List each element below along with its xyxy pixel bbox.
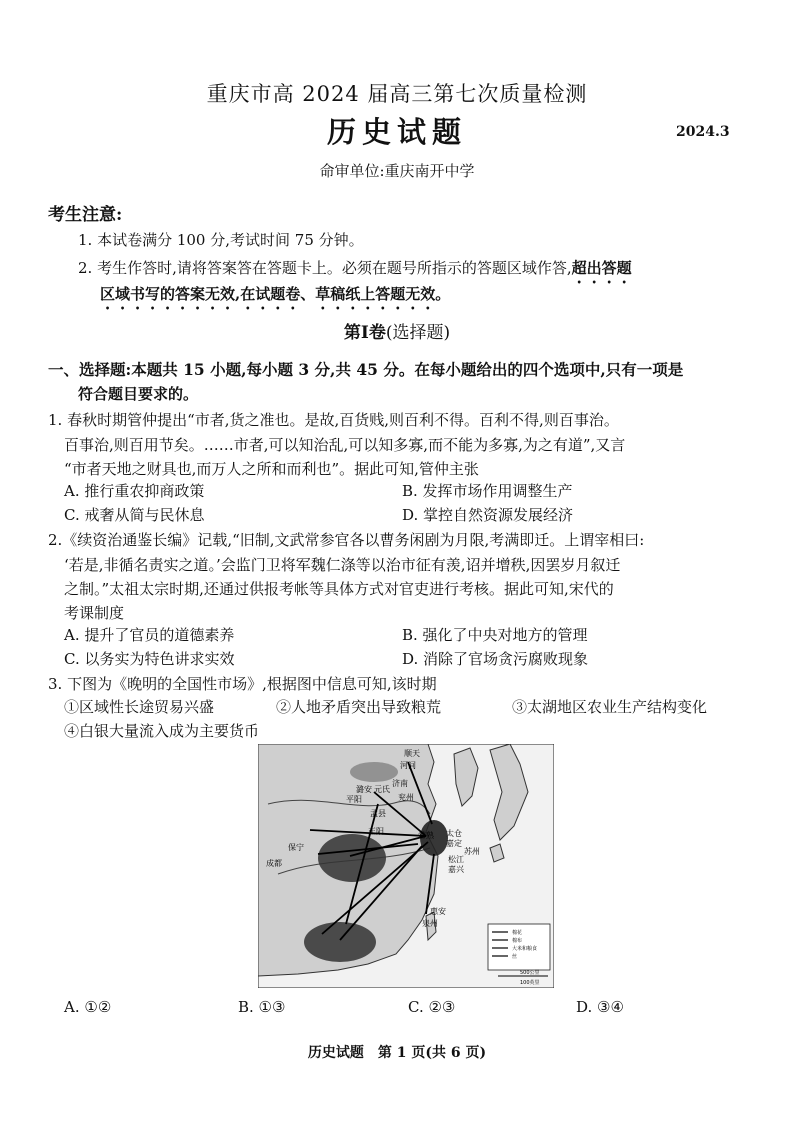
- part1-instruction: 一、选择题:本题共 15 小题,每小题 3 分,共 45 分。在每小题给出的四个选项中,只有一项是: [48, 360, 684, 379]
- scale-km: 500公里: [520, 970, 540, 976]
- notice-item-2-continued: 区域书写的答案无效,在试题卷、草稿纸上答题无效。: [100, 285, 451, 303]
- map-label: 常熟: [418, 831, 434, 840]
- map-label: 正阳: [368, 827, 384, 836]
- section-title: [0, 318, 794, 343]
- exam-title: 重庆市高 2024 届高三第七次质量检测: [206, 82, 588, 106]
- q3-option-c[interactable]: C. ②③: [408, 998, 456, 1016]
- page-footer: 历史试题 第 1 页(共 6 页): [307, 1045, 487, 1061]
- notice-item-1: 1. 本试卷满分 100 分,考试时间 75 分钟。: [78, 231, 364, 249]
- map-label: 平阳: [346, 795, 362, 804]
- q2-stem-line: 2.《续资治通鉴长编》记载,“旧制,文武常参官各以曹务闲剧为月限,考满即迁。上谓宰相曰:: [48, 531, 645, 549]
- q3-stem: 3. 下图为《晚明的全国性市场》,根据图中信息可知,该时期: [48, 675, 437, 693]
- q2-option-c[interactable]: C. 以务实为特色讲求实效: [64, 650, 235, 668]
- subject-title: 历史试题: [326, 115, 467, 149]
- exam-date: 2024.3: [676, 124, 730, 140]
- notice-item-2-emphasis: 超出答题: [571, 259, 632, 277]
- legend-silk: 丝: [512, 954, 518, 960]
- notice-item-2-text: 2. 考生作答时,请将答案答在答题卡上。必须在题号所指示的答题区域作答,: [78, 259, 572, 277]
- q2-stem-line: ‘若是,非循名责实之道。’会监门卫将军魏仁涤等以治市征有羡,诏并增秩,因罢岁月叙迁: [64, 556, 621, 574]
- q3-option-a[interactable]: A. ①②: [64, 998, 112, 1016]
- q1-option-d[interactable]: D. 掌控自然资源发展经济: [402, 506, 574, 524]
- map-label: 嘉定: [446, 839, 462, 848]
- map-label: 元氏: [374, 785, 390, 794]
- legend-cotton: 棉花: [512, 930, 523, 936]
- q3-option-b[interactable]: B. ①③: [238, 998, 286, 1016]
- q1-option-c[interactable]: C. 戒奢从简与民休息: [64, 506, 205, 524]
- map-label: 泉州: [422, 919, 438, 928]
- map-label: 太仓: [446, 829, 462, 838]
- q1-option-b[interactable]: B. 发挥市场作用调整生产: [402, 482, 573, 500]
- section-title-sub: (选择题): [385, 323, 451, 343]
- region-south: [304, 922, 376, 962]
- region-hubei: [318, 834, 386, 882]
- setting-unit: 命审单位:重庆南开中学: [319, 162, 475, 180]
- q3-statement-3: ③太湖地区农业生产结构变化: [512, 698, 708, 716]
- map-label: 惠安: [430, 907, 446, 916]
- q2-stem-line: 考课制度: [64, 604, 125, 622]
- q3-statement-4: ④白银大量流入成为主要货币: [64, 722, 260, 740]
- q3-option-d[interactable]: D. ③④: [576, 998, 624, 1016]
- q3-statement-2: ②人地矛盾突出导致粮荒: [276, 698, 442, 716]
- map-label: 顺天: [404, 749, 420, 758]
- q2-option-a[interactable]: A. 提升了官员的道德素养: [64, 626, 235, 644]
- part1-instruction-cont: 符合题目要求的。: [78, 385, 199, 403]
- late-ming-market-map: [258, 744, 554, 988]
- q1-option-a[interactable]: A. 推行重农抑商政策: [64, 482, 205, 500]
- q3-statement-1: ①区域性长途贸易兴盛: [64, 698, 215, 716]
- notice-title: 考生注意:: [48, 205, 123, 225]
- map-label: 孟县: [370, 809, 386, 818]
- legend-rice: 大米和粮食: [512, 946, 538, 952]
- q2-option-d[interactable]: D. 消除了官场贪污腐败现象: [402, 650, 589, 668]
- scale-mile: 100英里: [520, 980, 540, 986]
- map-label: 苏州: [464, 847, 480, 856]
- map-label: 潞安: [356, 785, 372, 794]
- map-label: 保宁: [288, 843, 304, 852]
- section-title-main: 第Ⅰ卷: [343, 323, 386, 343]
- map-legend: [488, 924, 550, 970]
- legend-cloth: 棉布: [512, 938, 523, 944]
- q1-stem-line: 百事治,则百用节矣。……市者,可以知治乱,可以知多寡,而不能为多寡,为之有道”,又言: [64, 436, 626, 454]
- q2-stem-line: 之制。”太祖太宗时期,还通过供报考帐等具体方式对官吏进行考核。据此可知,宋代的: [64, 580, 614, 598]
- region-north: [350, 762, 398, 782]
- map-label: 兖州: [398, 793, 414, 802]
- map-label: 济南: [392, 779, 408, 788]
- q2-option-b[interactable]: B. 强化了中央对地方的管理: [402, 626, 588, 644]
- map-label: 成都: [266, 859, 282, 868]
- map-label: 嘉兴: [448, 865, 464, 874]
- q1-stem-line: “市者天地之财具也,而万人之所和而利也”。据此可知,管仲主张: [64, 460, 479, 478]
- q1-stem-line: 1. 春秋时期管仲提出“市者,货之准也。是故,百货贱,则百利不得。百利不得,则百事治。: [48, 411, 619, 429]
- map-label: 河间: [400, 761, 416, 770]
- map-label: 松江: [448, 855, 464, 864]
